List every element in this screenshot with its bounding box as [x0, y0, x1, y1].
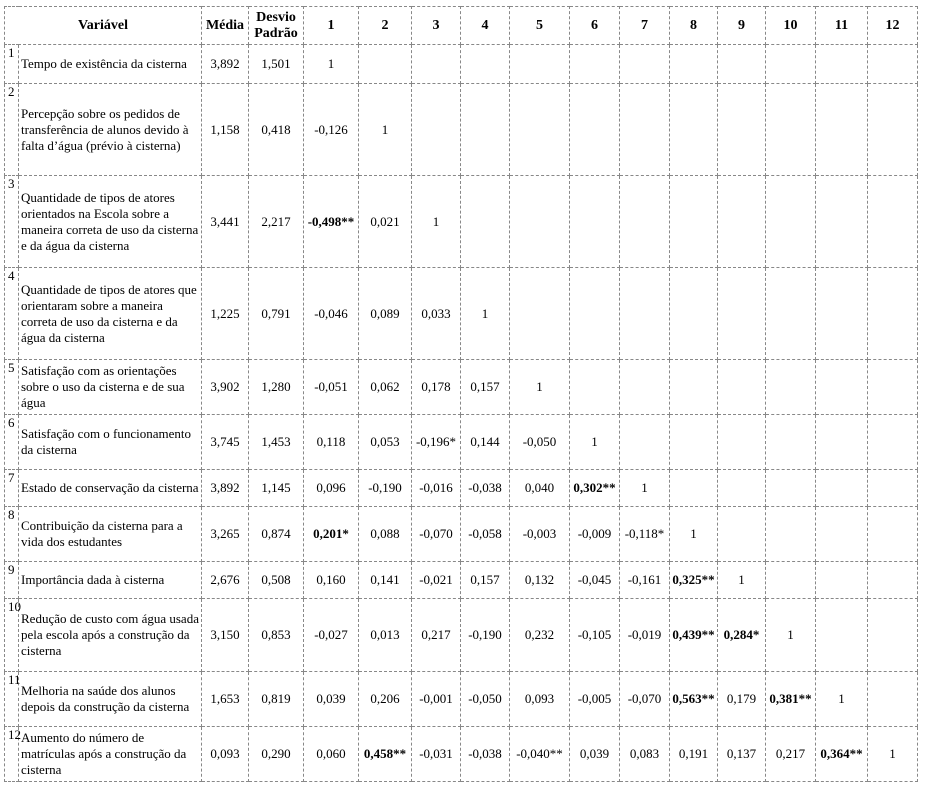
correlation-cell [816, 84, 868, 176]
row-number: 7 [5, 470, 19, 507]
correlation-cell: 1 [766, 599, 816, 672]
desvio-padrao-value: 0,508 [249, 562, 304, 599]
correlation-cell: 1 [304, 45, 359, 84]
correlation-cell: 0,141 [359, 562, 412, 599]
correlation-cell [670, 268, 718, 360]
variable-label: Redução de custo com água usada pela escola após a construção da cisterna [19, 599, 202, 672]
variable-label: Melhoria na saúde dos alunos depois da construção da cisterna [19, 672, 202, 727]
correlation-cell [718, 415, 766, 470]
correlation-cell: -0,003 [510, 507, 570, 562]
variable-label: Percepção sobre os pedidos de transferência de alunos devido à falta d’água (prévio à cisterna) [19, 84, 202, 176]
correlation-cell: 0,157 [461, 360, 510, 415]
correlation-cell: 0,088 [359, 507, 412, 562]
row-number: 3 [5, 176, 19, 268]
media-value: 3,745 [202, 415, 249, 470]
correlation-cell [718, 176, 766, 268]
variable-label: Tempo de existência da cisterna [19, 45, 202, 84]
media-value: 0,093 [202, 727, 249, 782]
correlation-cell: 0,132 [510, 562, 570, 599]
correlation-cell [816, 507, 868, 562]
correlation-cell [461, 84, 510, 176]
table-row [5, 84, 918, 176]
correlation-cell: 1 [816, 672, 868, 727]
correlation-cell: 1 [412, 176, 461, 268]
correlation-cell: 0,093 [510, 672, 570, 727]
header-col-4: 4 [461, 7, 510, 45]
correlation-cell: 0,284* [718, 599, 766, 672]
row-number: 9 [5, 562, 19, 599]
correlation-cell [816, 268, 868, 360]
correlation-cell: 1 [718, 562, 766, 599]
correlation-cell [766, 268, 816, 360]
correlation-cell: -0,001 [412, 672, 461, 727]
correlation-cell [868, 268, 918, 360]
correlation-cell [570, 360, 620, 415]
correlation-cell: 0,563** [670, 672, 718, 727]
correlation-cell: 0,118 [304, 415, 359, 470]
correlation-cell [670, 176, 718, 268]
media-value: 3,902 [202, 360, 249, 415]
correlation-cell [718, 470, 766, 507]
correlation-cell: 0,160 [304, 562, 359, 599]
correlation-cell [670, 45, 718, 84]
correlation-cell: 1 [868, 727, 918, 782]
row-number: 11 [5, 672, 19, 727]
media-value: 3,441 [202, 176, 249, 268]
table-row [5, 415, 918, 470]
correlation-cell [461, 45, 510, 84]
correlation-cell [868, 360, 918, 415]
variable-label: Satisfação com o funcionamento da cisterna [19, 415, 202, 470]
correlation-cell [816, 470, 868, 507]
correlation-cell: -0,498** [304, 176, 359, 268]
correlation-cell: 0,083 [620, 727, 670, 782]
media-value: 2,676 [202, 562, 249, 599]
desvio-padrao-value: 0,290 [249, 727, 304, 782]
correlation-cell: 0,325** [670, 562, 718, 599]
variable-label: Satisfação com as orientações sobre o uso da cisterna e de sua água [19, 360, 202, 415]
desvio-padrao-value: 0,418 [249, 84, 304, 176]
table-row [5, 470, 918, 507]
correlation-cell [868, 672, 918, 727]
header-col-10: 10 [766, 7, 816, 45]
correlation-cell [816, 45, 868, 84]
desvio-padrao-value: 1,280 [249, 360, 304, 415]
correlation-cell [620, 360, 670, 415]
correlation-cell: 1 [510, 360, 570, 415]
correlation-cell: 0,013 [359, 599, 412, 672]
row-number: 1 [5, 45, 19, 84]
correlation-cell [670, 415, 718, 470]
row-number: 5 [5, 360, 19, 415]
correlation-cell: 0,178 [412, 360, 461, 415]
correlation-cell: -0,005 [570, 672, 620, 727]
table-row [5, 672, 918, 727]
header-col-12: 12 [868, 7, 918, 45]
correlation-cell [868, 507, 918, 562]
correlation-cell: -0,031 [412, 727, 461, 782]
correlation-cell: 0,191 [670, 727, 718, 782]
correlation-cell: 0,021 [359, 176, 412, 268]
table-row [5, 562, 918, 599]
correlation-cell [766, 176, 816, 268]
correlation-cell: 0,060 [304, 727, 359, 782]
correlation-cell: 1 [359, 84, 412, 176]
header-col-8: 8 [670, 7, 718, 45]
correlation-cell: 0,039 [570, 727, 620, 782]
correlation-cell: -0,027 [304, 599, 359, 672]
correlation-cell: -0,190 [359, 470, 412, 507]
correlation-cell [620, 45, 670, 84]
header-col-7: 7 [620, 7, 670, 45]
variable-label: Quantidade de tipos de atores orientados na Escola sobre a maneira correta de uso da cisterna e da água da cisterna [19, 176, 202, 268]
desvio-padrao-value: 0,791 [249, 268, 304, 360]
media-value: 3,150 [202, 599, 249, 672]
correlation-cell: -0,070 [620, 672, 670, 727]
correlation-cell [570, 45, 620, 84]
desvio-padrao-value: 0,874 [249, 507, 304, 562]
desvio-padrao-value: 0,853 [249, 599, 304, 672]
table-row [5, 268, 918, 360]
header-col-6: 6 [570, 7, 620, 45]
correlation-cell [816, 176, 868, 268]
correlation-cell: 1 [461, 268, 510, 360]
header-variavel: Variável [5, 7, 202, 45]
correlation-cell: -0,046 [304, 268, 359, 360]
media-value: 1,653 [202, 672, 249, 727]
correlation-cell: -0,045 [570, 562, 620, 599]
row-number: 2 [5, 84, 19, 176]
correlation-cell: 0,232 [510, 599, 570, 672]
correlation-cell: 0,217 [412, 599, 461, 672]
correlation-cell [816, 599, 868, 672]
correlation-cell: 0,039 [304, 672, 359, 727]
correlation-cell: -0,051 [304, 360, 359, 415]
media-value: 1,158 [202, 84, 249, 176]
correlation-cell: 0,137 [718, 727, 766, 782]
row-number: 10 [5, 599, 19, 672]
correlation-cell: -0,196* [412, 415, 461, 470]
variable-label: Aumento do número de matrículas após a construção da cisterna [19, 727, 202, 782]
variable-label: Contribuição da cisterna para a vida dos estudantes [19, 507, 202, 562]
correlation-cell: 0,033 [412, 268, 461, 360]
correlation-cell: -0,070 [412, 507, 461, 562]
header-col-5: 5 [510, 7, 570, 45]
correlation-cell [718, 360, 766, 415]
correlation-cell: 0,217 [766, 727, 816, 782]
correlation-cell: 0,206 [359, 672, 412, 727]
correlation-cell [412, 84, 461, 176]
table-row [5, 360, 918, 415]
correlation-cell: 0,439** [670, 599, 718, 672]
correlation-cell [868, 176, 918, 268]
row-number: 6 [5, 415, 19, 470]
row-number: 8 [5, 507, 19, 562]
correlation-cell: 0,062 [359, 360, 412, 415]
correlation-cell [766, 45, 816, 84]
correlation-cell: -0,019 [620, 599, 670, 672]
table-row [5, 176, 918, 268]
correlation-cell [868, 562, 918, 599]
correlation-cell [766, 507, 816, 562]
variable-label: Importância dada à cisterna [19, 562, 202, 599]
correlation-cell [570, 176, 620, 268]
table-body [5, 45, 918, 782]
correlation-cell [868, 45, 918, 84]
correlation-cell [718, 268, 766, 360]
correlation-cell: -0,050 [461, 672, 510, 727]
correlation-cell: 0,089 [359, 268, 412, 360]
correlation-cell: 1 [620, 470, 670, 507]
correlation-cell [670, 360, 718, 415]
correlation-cell [718, 84, 766, 176]
media-value: 3,265 [202, 507, 249, 562]
correlation-cell: 1 [670, 507, 718, 562]
correlation-cell [816, 360, 868, 415]
table-row [5, 45, 918, 84]
correlation-cell: 0,157 [461, 562, 510, 599]
correlation-cell: -0,040** [510, 727, 570, 782]
correlation-cell [620, 268, 670, 360]
correlation-cell [766, 360, 816, 415]
correlation-cell: 0,179 [718, 672, 766, 727]
header-col-9: 9 [718, 7, 766, 45]
header-desvio-line1: Desvio [256, 9, 296, 25]
correlation-cell [620, 84, 670, 176]
correlation-cell [620, 176, 670, 268]
correlation-cell [670, 84, 718, 176]
correlation-cell [510, 84, 570, 176]
correlation-cell: -0,105 [570, 599, 620, 672]
header-col-11: 11 [816, 7, 868, 45]
correlation-cell: 0,144 [461, 415, 510, 470]
header-col-1: 1 [304, 7, 359, 45]
correlation-cell [620, 415, 670, 470]
header-desvio-padrao [249, 7, 304, 45]
correlation-cell [412, 45, 461, 84]
table-row [5, 599, 918, 672]
desvio-padrao-value: 1,453 [249, 415, 304, 470]
correlation-cell: 0,096 [304, 470, 359, 507]
correlation-cell: 0,364** [816, 727, 868, 782]
correlation-cell [766, 84, 816, 176]
correlation-cell: -0,161 [620, 562, 670, 599]
correlation-cell: -0,050 [510, 415, 570, 470]
correlation-cell: -0,038 [461, 470, 510, 507]
table-row [5, 727, 918, 782]
correlation-cell [670, 470, 718, 507]
header-desvio-line2: Padrão [254, 25, 298, 41]
variable-label: Quantidade de tipos de atores que orientaram sobre a maneira correta de uso da cisterna e da água da cisterna [19, 268, 202, 360]
desvio-padrao-value: 2,217 [249, 176, 304, 268]
correlation-cell: -0,038 [461, 727, 510, 782]
row-number: 12 [5, 727, 19, 782]
correlation-cell [570, 268, 620, 360]
correlation-cell: 0,302** [570, 470, 620, 507]
desvio-padrao-value: 1,145 [249, 470, 304, 507]
correlation-cell: -0,058 [461, 507, 510, 562]
desvio-padrao-value: 1,501 [249, 45, 304, 84]
row-number: 4 [5, 268, 19, 360]
header-media: Média [202, 7, 249, 45]
correlation-cell [766, 415, 816, 470]
correlation-cell [868, 470, 918, 507]
correlation-cell: -0,126 [304, 84, 359, 176]
correlation-table [4, 6, 918, 782]
correlation-cell [510, 45, 570, 84]
correlation-cell [816, 415, 868, 470]
correlation-cell: -0,021 [412, 562, 461, 599]
correlation-cell: 1 [570, 415, 620, 470]
correlation-cell [570, 84, 620, 176]
correlation-cell [510, 176, 570, 268]
table-row [5, 507, 918, 562]
correlation-cell [868, 415, 918, 470]
media-value: 3,892 [202, 470, 249, 507]
correlation-cell [766, 470, 816, 507]
correlation-cell [359, 45, 412, 84]
correlation-cell: 0,381** [766, 672, 816, 727]
correlation-cell [816, 562, 868, 599]
correlation-cell [766, 562, 816, 599]
correlation-cell: -0,009 [570, 507, 620, 562]
correlation-cell [510, 268, 570, 360]
variable-label: Estado de conservação da cisterna [19, 470, 202, 507]
correlation-cell: 0,053 [359, 415, 412, 470]
header-col-3: 3 [412, 7, 461, 45]
correlation-cell [718, 507, 766, 562]
header-row [5, 7, 918, 45]
desvio-padrao-value: 0,819 [249, 672, 304, 727]
media-value: 3,892 [202, 45, 249, 84]
correlation-cell: 0,458** [359, 727, 412, 782]
correlation-cell: -0,016 [412, 470, 461, 507]
header-col-2: 2 [359, 7, 412, 45]
correlation-cell: -0,118* [620, 507, 670, 562]
media-value: 1,225 [202, 268, 249, 360]
correlation-cell [868, 84, 918, 176]
correlation-cell [868, 599, 918, 672]
correlation-cell [461, 176, 510, 268]
correlation-cell: 0,040 [510, 470, 570, 507]
correlation-cell [718, 45, 766, 84]
correlation-cell: -0,190 [461, 599, 510, 672]
correlation-cell: 0,201* [304, 507, 359, 562]
